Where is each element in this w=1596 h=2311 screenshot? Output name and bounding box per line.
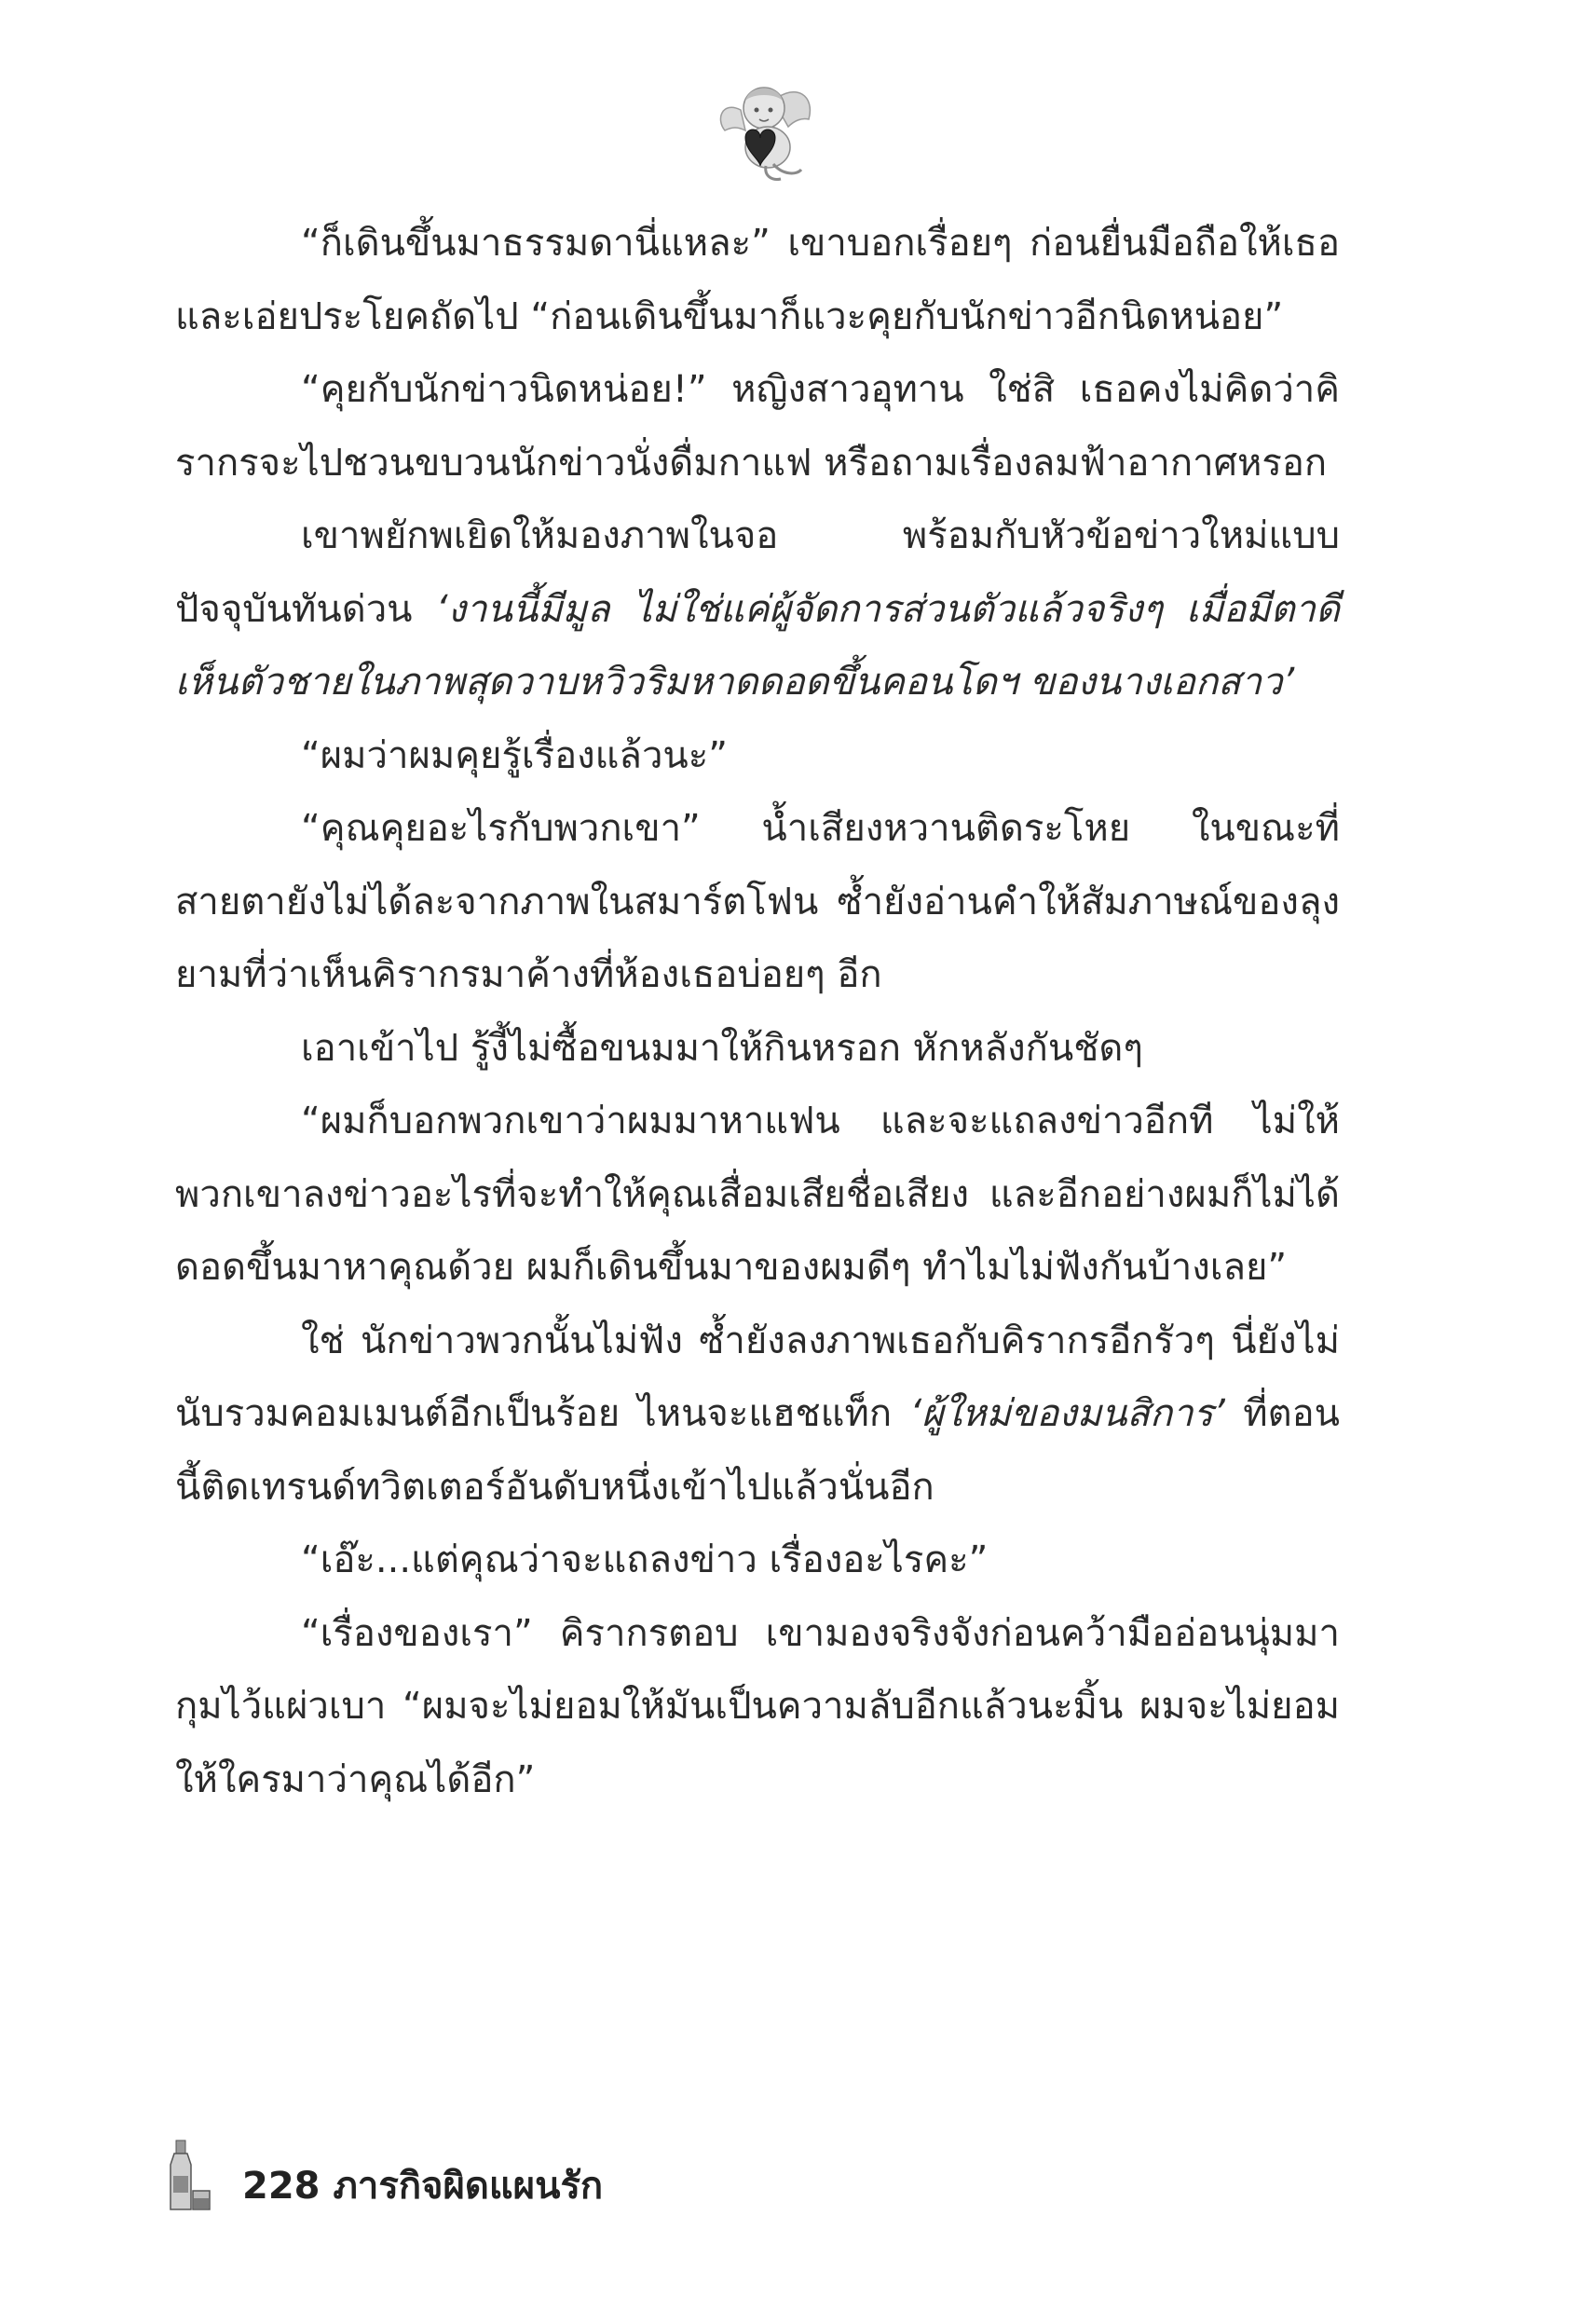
- paragraph: “เอ๊ะ...แต่คุณว่าจะแถลงข่าว เรื่องอะไรคะ”: [301, 1538, 989, 1581]
- liquor-bottle-icon: [163, 2139, 215, 2213]
- paragraph: “ผมว่าผมคุยรู้เรื่องแล้วนะ”: [301, 733, 728, 777]
- cupid-heart-icon: [708, 73, 820, 185]
- paragraph: ใช่ นักข่าวพวกนั้นไม่ฟัง ซ้ำยังลงภาพเธอกับคิรากรอีกรัวๆ นี่ยังไม่นับรวมคอมเมนต์อีกเป็นร้อย ไหนจะแฮชแท็ก ‘ผู้ใหม่ของมนสิการ’ ที่ตอนนี้ติดเทรนด์ทวิตเตอร์อันดับหนึ่งเข้าไปแล้วนั่นอีก: [175, 1319, 1340, 1509]
- paragraph: “คุณคุยอะไรกับพวกเขา” น้ำเสียงหวานติดระโหย ในขณะที่สายตายังไม่ได้ละจากภาพในสมาร์ตโฟน ซ้ำยังอ่านคำให้สัมภาษณ์ของลุงยามที่ว่าเห็นคิรากรมาค้างที่ห้องเธอบ่อยๆ อีก: [175, 807, 1340, 996]
- paragraph: “เรื่องของเรา” คิรากรตอบ เขามองจริงจังก่อนคว้ามืออ่อนนุ่มมากุมไว้แผ่วเบา “ผมจะไม่ยอมให้มันเป็นความลับอีกแล้วนะมิ้น ผมจะไม่ยอมให้ใครมาว่าคุณได้อีก”: [175, 1611, 1340, 1801]
- paragraph: เอาเข้าไป รู้งี้ไม่ซื้อขนมมาให้กินหรอก หักหลังกันชัดๆ: [301, 1026, 1143, 1070]
- paragraph: “คุยกับนักข่าวนิดหน่อย!” หญิงสาวอุทาน ใช่สิ เธอคงไม่คิดว่าคิรากรจะไปชวนขบวนนักข่าวนั่งดื่มกาแฟ หรือถามเรื่องลมฟ้าอากาศหรอก: [175, 368, 1340, 485]
- paragraph: “ก็เดินขึ้นมาธรรมดานี่แหละ” เขาบอกเรื่อยๆ ก่อนยื่นมือถือให้เธอ และเอ่ยประโยคถัดไป “ก่อนเดินขึ้นมาก็แวะคุยกับนักข่าวอีกนิดหน่อย”: [175, 222, 1340, 338]
- page-footer: [163, 2139, 722, 2213]
- book-title: ภารกิจผิดแผนรัก: [333, 2165, 604, 2208]
- hashtag-quote: ‘ผู้ใหม่ของมนสิการ’: [909, 1392, 1225, 1435]
- page-number: 228: [242, 2165, 321, 2208]
- paragraph: “ผมก็บอกพวกเขาว่าผมมาหาแฟน และจะแถลงข่าวอีกที ไม่ให้พวกเขาลงข่าวอะไรที่จะทำให้คุณเสื่อมเสียชื่อเสียง และอีกอย่างผมก็ไม่ได้ดอดขึ้นมาหาคุณด้วย ผมก็เดินขึ้นมาของผมดีๆ ทำไมไม่ฟังกันบ้างเลย”: [175, 1100, 1340, 1289]
- paragraph: เขาพยักพเยิดให้มองภาพในจอ พร้อมกับหัวข้อข่าวใหม่แบบปัจจุบันทันด่วน ‘งานนี้มีมูล ไม่ใช่แค่ผู้จัดการส่วนตัวแล้วจริงๆ เมื่อมีตาดีเห็นตัวชายในภาพสุดวาบหวิวริมหาดดอดขึ้นคอนโดฯ ของนางเอกสาว’: [175, 514, 1340, 704]
- news-headline-quote: ‘งานนี้มีมูล ไม่ใช่แค่ผู้จัดการส่วนตัวแล้วจริงๆ เมื่อมีตาดีเห็นตัวชายในภาพสุดวาบหวิวริมหาดดอดขึ้นคอนโดฯ ของนางเอกสาว’: [175, 587, 1340, 704]
- story-text: [175, 207, 1340, 1816]
